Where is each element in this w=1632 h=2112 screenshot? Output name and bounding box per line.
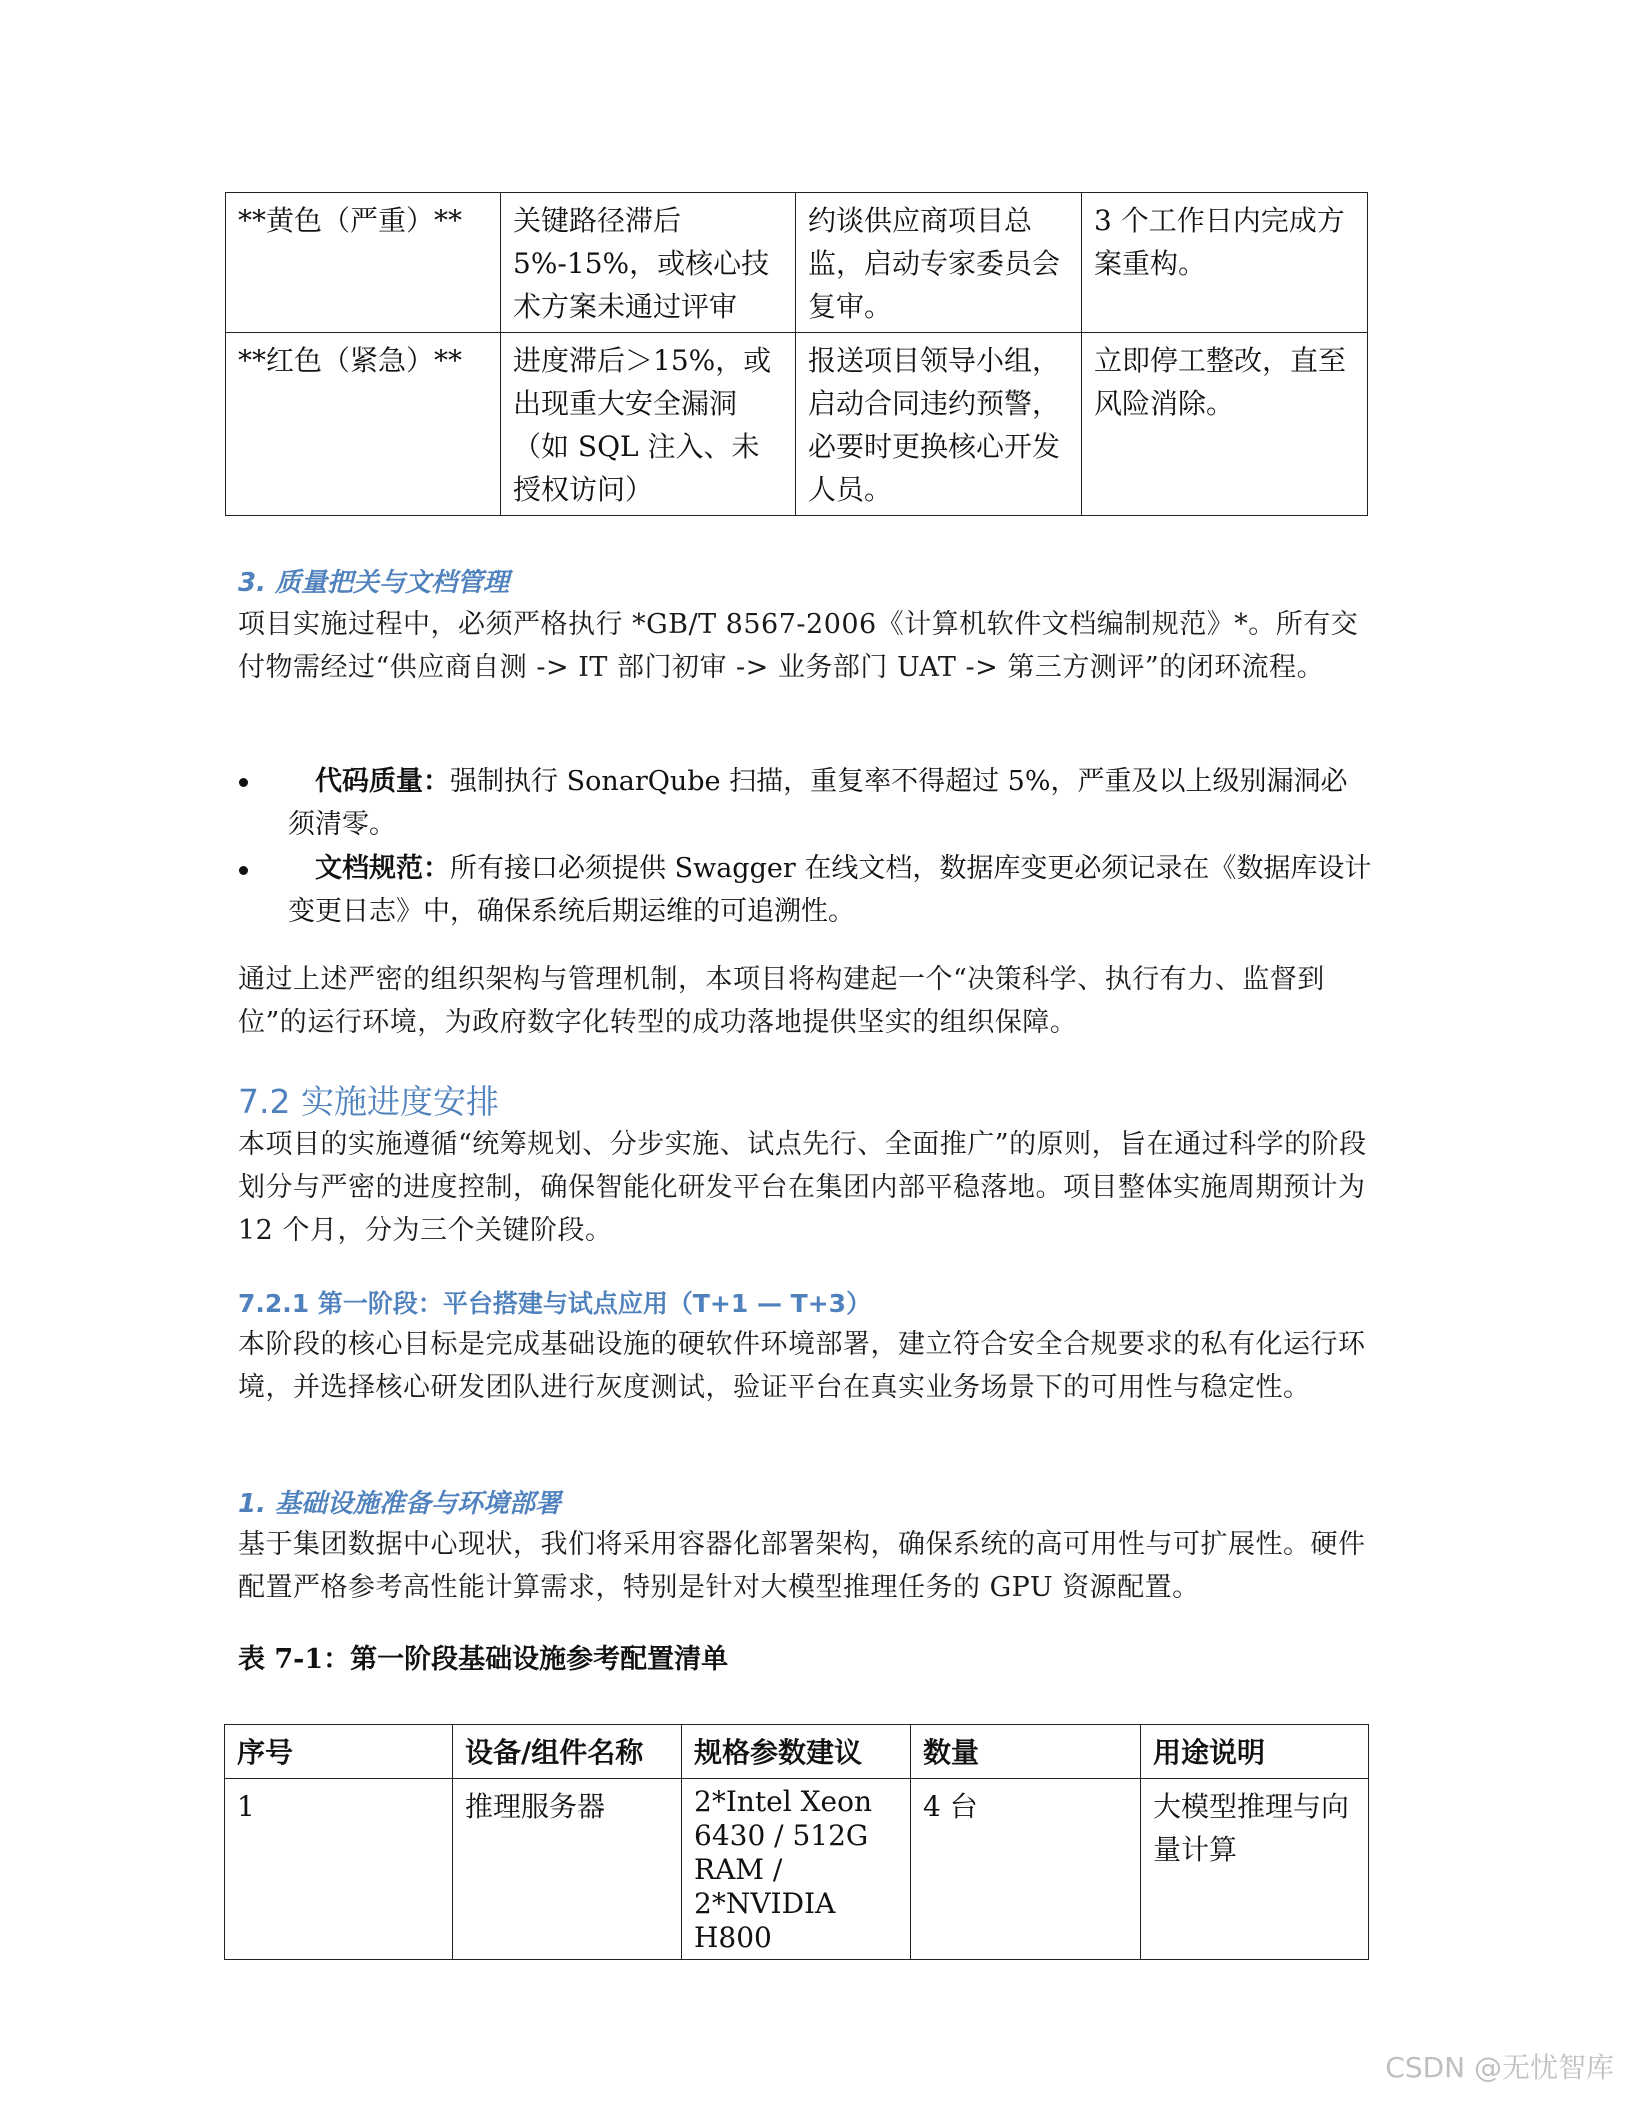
column-header: 序号 — [225, 1725, 453, 1779]
section-heading-infra: 1. 基础设施准备与环境部署 — [238, 1489, 562, 1519]
cell-spec: 2*Intel Xeon 6430 / 512G RAM / 2*NVIDIA H800 — [682, 1779, 911, 1960]
risk-trigger-cell: 关键路径滞后 5%-15%，或核心技术方案未通过评审 — [501, 193, 796, 333]
column-header: 设备/组件名称 — [453, 1725, 682, 1779]
column-header: 规格参数建议 — [682, 1725, 911, 1779]
risk-level-cell: **红色（紧急）** — [226, 333, 501, 516]
bullet-item-doc-standards — [288, 847, 1374, 933]
cell-quantity: 4 台 — [911, 1779, 1141, 1960]
cell-purpose: 大模型推理与向量计算 — [1141, 1779, 1369, 1960]
closing-paragraph: 通过上述严密的组织架构与管理机制，本项目将构建起一个“决策科学、执行有力、监督到位”的运行环境，为政府数字化转型的成功落地提供坚实的组织保障。 — [238, 964, 1325, 1038]
bullet-label: 代码质量： — [315, 766, 450, 797]
bullet-icon — [239, 778, 248, 787]
column-header: 用途说明 — [1141, 1725, 1369, 1779]
cell-index: 1 — [225, 1779, 453, 1960]
table-row — [225, 1779, 1369, 1960]
infra-paragraph: 基于集团数据中心现状，我们将采用容器化部署架构，确保系统的高可用性与可扩展性。硬件配置严格参考高性能计算需求，特别是针对大模型推理任务的 GPU 资源配置。 — [238, 1529, 1366, 1603]
table-row — [226, 193, 1368, 333]
section-heading-7-2: 7.2 实施进度安排 — [238, 1082, 499, 1121]
risk-action-cell: 报送项目领导小组，启动合同违约预警，必要时更换核心开发人员。 — [796, 333, 1082, 516]
section-heading-7-2-1: 7.2.1 第一阶段：平台搭建与试点应用（T+1 — T+3） — [238, 1289, 872, 1318]
risk-deadline-cell: 立即停工整改，直至风险消除。 — [1082, 333, 1368, 516]
quality-paragraph: 项目实施过程中，必须严格执行 *GB/T 8567-2006《计算机软件文档编制规范》*。所有交付物需经过“供应商自测 -> IT 部门初审 -> 业务部门 UAT -> 第三方测评”的闭环流程。 — [238, 609, 1359, 683]
bullet-label: 文档规范： — [315, 853, 450, 884]
cell-device-name: 推理服务器 — [453, 1779, 682, 1960]
risk-action-cell: 约谈供应商项目总监，启动专家委员会复审。 — [796, 193, 1082, 333]
bullet-icon — [239, 866, 248, 875]
column-header: 数量 — [911, 1725, 1141, 1779]
bullet-text: 所有接口必须提供 Swagger 在线文档，数据库变更必须记录在《数据库设计变更日志》中，确保系统后期运维的可追溯性。 — [288, 853, 1372, 927]
risk-trigger-cell: 进度滞后＞15%，或出现重大安全漏洞（如 SQL 注入、未授权访问） — [501, 333, 796, 516]
table-caption: 表 7-1：第一阶段基础设施参考配置清单 — [238, 1644, 729, 1675]
risk-level-cell: **黄色（严重）** — [226, 193, 501, 333]
phase-one-paragraph: 本阶段的核心目标是完成基础设施的硬软件环境部署，建立符合安全合规要求的私有化运行环境，并选择核心研发团队进行灰度测试，验证平台在真实业务场景下的可用性与稳定性。 — [238, 1329, 1366, 1403]
schedule-paragraph: 本项目的实施遵循“统筹规划、分步实施、试点先行、全面推广”的原则，旨在通过科学的阶段划分与严密的进度控制，确保智能化研发平台在集团内部平稳落地。项目整体实施周期预计为 12 个月，分为三个关键阶段。 — [238, 1129, 1367, 1246]
bullet-text: 强制执行 SonarQube 扫描，重复率不得超过 5%，严重及以上级别漏洞必须清零。 — [288, 766, 1348, 840]
section-heading-quality: 3. 质量把关与文档管理 — [238, 568, 510, 598]
bullet-item-code-quality — [288, 760, 1374, 846]
risk-escalation-table — [225, 192, 1368, 516]
risk-deadline-cell: 3 个工作日内完成方案重构。 — [1082, 193, 1368, 333]
infra-config-table — [224, 1724, 1369, 1960]
table-header-row — [225, 1725, 1369, 1779]
watermark: CSDN @无忧智库 — [1385, 2051, 1614, 2084]
table-row — [226, 333, 1368, 516]
